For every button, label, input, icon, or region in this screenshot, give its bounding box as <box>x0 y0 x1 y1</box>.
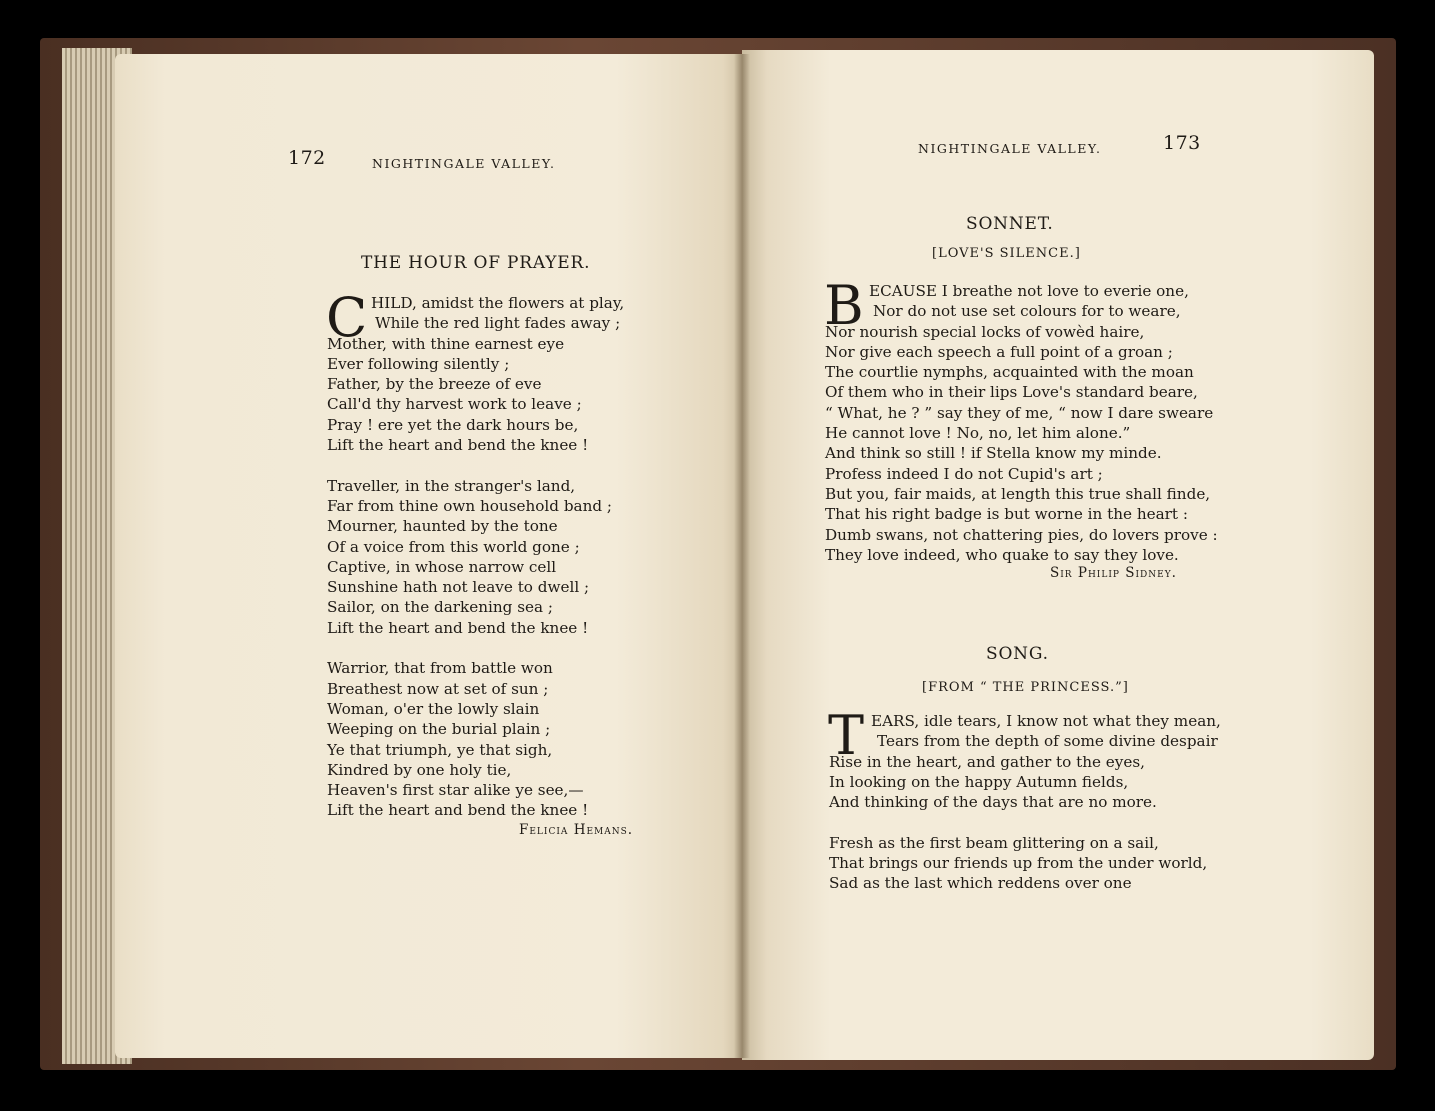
poem-line: Rise in the heart, and gather to the eyes, <box>829 752 1145 771</box>
poem-line: Heaven's first star alike ye see,— <box>327 781 584 800</box>
poem-subtitle-loves-silence: [LOVE'S SILENCE.] <box>932 246 1081 261</box>
poem-line: Sad as the last which reddens over one <box>829 874 1132 893</box>
drop-cap-b: B <box>824 274 864 337</box>
poem-line: Weeping on the burial plain ; <box>327 720 551 739</box>
poem-line: That his right badge is but worne in the heart : <box>825 505 1188 524</box>
poem-line: Mourner, haunted by the tone <box>327 517 558 536</box>
poem-line: Far from thine own household band ; <box>327 496 613 515</box>
poem-line: Call'd thy harvest work to leave ; <box>327 395 582 414</box>
poem-line: The courtlie nymphs, acquainted with the moan <box>825 363 1194 382</box>
poem-line: Breathest now at set of sun ; <box>327 679 549 698</box>
poem-line: They love indeed, who quake to say they love. <box>825 545 1179 564</box>
poem-title-hour-of-prayer: THE HOUR OF PRAYER. <box>361 253 591 273</box>
running-head-right: NIGHTINGALE VALLEY. <box>918 141 1102 156</box>
poem-line: Profess indeed I do not Cupid's art ; <box>825 464 1103 483</box>
poem-line: Of them who in their lips Love's standard beare, <box>825 383 1198 402</box>
poem-line: Lift the heart and bend the knee ! <box>327 618 589 637</box>
poem-line: EARS, idle tears, I know not what they mean, <box>871 712 1221 730</box>
poem-song <box>828 704 1221 894</box>
poem-line: Kindred by one holy tie, <box>327 760 512 779</box>
poem-line: Lift the heart and bend the knee ! <box>327 436 589 455</box>
poem-line: Captive, in whose narrow cell <box>327 557 557 576</box>
poem-line: ECAUSE I breathe not love to everie one, <box>869 282 1189 300</box>
poem-line: Lift the heart and bend the knee ! <box>327 801 589 820</box>
book-gutter <box>734 54 750 1058</box>
poem-line: Mother, with thine earnest eye <box>327 334 565 353</box>
poem-title-song: SONG. <box>986 644 1049 664</box>
poem-line: He cannot love ! No, no, let him alone.” <box>825 424 1131 443</box>
poem-line: While the red light fades away ; <box>375 314 621 333</box>
page-number-left: 172 <box>288 147 326 169</box>
poem-hour-of-prayer <box>326 286 625 821</box>
poem-title-sonnet: SONNET. <box>966 214 1054 234</box>
poem-line: Of a voice from this world gone ; <box>327 537 580 556</box>
poem-line: Traveller, in the stranger's land, <box>327 476 576 495</box>
poem-line: That brings our friends up from the under world, <box>829 854 1208 873</box>
drop-cap-t: T <box>828 704 865 767</box>
poem-line: “ What, he ? ” say they of me, “ now I dare sweare <box>825 403 1214 422</box>
author-sidney: Sir Philip Sidney. <box>1050 565 1177 581</box>
poem-subtitle-princess: [FROM “ THE PRINCESS.”] <box>922 680 1129 695</box>
running-head-left: NIGHTINGALE VALLEY. <box>372 156 556 171</box>
author-hemans: Felicia Hemans. <box>519 822 634 838</box>
poem-line: Sunshine hath not leave to dwell ; <box>327 578 590 597</box>
drop-cap-c: C <box>326 286 368 349</box>
poem-line: And think so still ! if Stella know my minde. <box>825 444 1162 463</box>
poem-line: Ye that triumph, ye that sigh, <box>327 740 553 759</box>
poem-line: Father, by the breeze of eve <box>327 375 542 394</box>
poem-line: Nor do not use set colours for to weare, <box>873 302 1181 321</box>
poem-line: HILD, amidst the flowers at play, <box>371 294 625 312</box>
poem-line: Nor nourish special locks of vowèd haire, <box>825 322 1145 341</box>
poem-line: Nor give each speech a full point of a groan ; <box>825 342 1173 361</box>
poem-line: Ever following silently ; <box>327 354 510 373</box>
poem-line: Sailor, on the darkening sea ; <box>327 598 553 617</box>
poem-line: In looking on the happy Autumn fields, <box>829 772 1129 791</box>
poem-line: Fresh as the first beam glittering on a sail, <box>829 833 1159 852</box>
poem-line: Pray ! ere yet the dark hours be, <box>327 415 579 434</box>
poem-line: But you, fair maids, at length this true shall finde, <box>825 484 1211 503</box>
poem-line: Dumb swans, not chattering pies, do lovers prove : <box>825 525 1218 544</box>
poem-line: Warrior, that from battle won <box>327 659 553 678</box>
poem-sonnet <box>824 274 1218 565</box>
poem-line: Woman, o'er the lowly slain <box>327 699 540 718</box>
poem-line: And thinking of the days that are no more. <box>829 793 1157 812</box>
page-number-right: 173 <box>1163 132 1201 154</box>
poem-line: Tears from the depth of some divine despair <box>877 732 1218 751</box>
